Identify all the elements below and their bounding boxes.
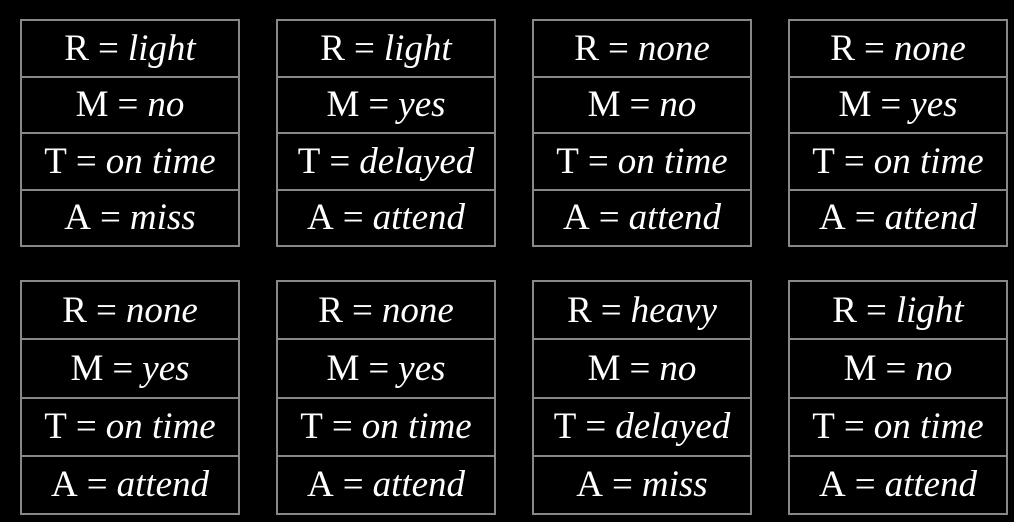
equals-sign: = [112,347,134,389]
value-label: on time [105,140,216,182]
variable-label: M [587,84,621,126]
equals-sign: = [587,140,609,182]
assignment-cell [278,78,494,135]
equals-sign: = [885,347,907,389]
variable-label: M [587,347,621,389]
variable-label: A [50,464,78,506]
assignment-cell [790,134,1006,191]
assignment-cell [790,78,1006,135]
value-label: yes [910,84,958,126]
value-label: yes [398,347,446,389]
variable-label: T [297,140,321,182]
equals-sign: = [331,406,353,448]
equals-sign: = [75,406,97,448]
variable-label: R [318,289,343,331]
variable-label: M [326,347,360,389]
variable-label: T [556,140,579,182]
equals-sign: = [607,27,629,69]
value-label: none [381,289,454,331]
assignment-cell [534,134,750,191]
equals-sign: = [843,406,865,448]
value-label: none [893,27,966,69]
equals-sign: = [865,289,887,331]
equals-sign: = [86,464,108,506]
assignment-cell [534,21,750,78]
assignment-cell [790,399,1006,457]
equals-sign: = [368,347,390,389]
variable-label: A [306,197,334,239]
assignment-cell [22,340,238,398]
value-label: no [659,84,697,126]
variable-label: T [812,140,835,182]
value-label: yes [142,347,190,389]
variable-label: R [567,289,592,331]
value-label: no [147,84,185,126]
value-label: on time [361,406,472,448]
value-label: attend [884,464,978,506]
equals-sign: = [342,197,364,239]
variable-label: A [562,197,590,239]
value-label: heavy [630,289,717,331]
assignment-cell [22,457,238,513]
equals-sign: = [117,84,139,126]
equals-sign: = [629,84,651,126]
value-label: on time [617,140,728,182]
equals-sign: = [353,27,375,69]
value-label: attend [884,197,978,239]
assignment-cell [278,191,494,246]
equals-sign: = [612,464,633,506]
value-label: attend [372,464,466,506]
variable-label: T [44,406,67,448]
value-label: yes [398,84,446,126]
equals-sign: = [97,27,119,69]
assignment-cell [278,282,494,340]
assignment-cell [790,21,1006,78]
assignment-cell [22,191,238,246]
value-label: delayed [359,140,475,182]
variable-label: T [553,406,577,448]
sample-card-1 [20,19,240,247]
variable-label: A [64,197,92,239]
sample-card-7 [532,280,752,515]
equals-sign: = [880,84,902,126]
value-label: attend [116,464,210,506]
variable-label: R [320,27,345,69]
value-label: none [125,289,198,331]
variable-label: M [326,84,360,126]
assignment-cell [22,282,238,340]
variable-label: R [62,289,87,331]
assignment-cell [534,78,750,135]
equals-sign: = [854,197,876,239]
equals-sign: = [585,406,607,448]
value-label: delayed [615,406,731,448]
value-label: no [915,347,953,389]
assignment-cell [790,282,1006,340]
sample-card-6 [276,280,496,515]
samples-grid [20,19,1008,515]
equals-sign: = [100,197,121,239]
assignment-cell [278,399,494,457]
variable-label: R [830,27,855,69]
variable-label: M [75,84,109,126]
sample-card-2 [276,19,496,247]
assignment-cell [22,78,238,135]
value-label: attend [628,197,722,239]
equals-sign: = [351,289,373,331]
assignment-cell [22,399,238,457]
equals-sign: = [843,140,865,182]
assignment-cell [790,340,1006,398]
sample-card-4 [788,19,1008,247]
value-label: miss [641,464,708,506]
variable-label: A [306,464,334,506]
equals-sign: = [75,140,97,182]
assignment-cell [534,340,750,398]
variable-label: M [838,84,872,126]
variable-label: T [812,406,835,448]
variable-label: R [574,27,599,69]
value-label: light [895,289,964,331]
assignment-cell [278,134,494,191]
equals-sign: = [368,84,390,126]
value-label: on time [105,406,216,448]
assignment-cell [278,21,494,78]
assignment-cell [278,457,494,513]
value-label: miss [129,197,196,239]
value-label: on time [873,406,984,448]
variable-label: M [70,347,104,389]
assignment-cell [790,457,1006,513]
variable-label: A [576,464,604,506]
value-label: no [659,347,697,389]
equals-sign: = [600,289,622,331]
variable-label: R [64,27,89,69]
variable-label: T [300,406,323,448]
assignment-cell [534,399,750,457]
equals-sign: = [854,464,876,506]
sample-card-8 [788,280,1008,515]
equals-sign: = [598,197,620,239]
value-label: light [383,27,452,69]
equals-sign: = [629,347,651,389]
assignment-cell [278,340,494,398]
value-label: light [127,27,196,69]
assignment-cell [534,282,750,340]
value-label: attend [372,197,466,239]
assignment-cell [22,21,238,78]
equals-sign: = [95,289,117,331]
assignment-cell [790,191,1006,246]
variable-label: M [843,347,877,389]
variable-label: R [832,289,857,331]
sample-card-3 [532,19,752,247]
equals-sign: = [863,27,885,69]
assignment-cell [22,134,238,191]
variable-label: A [818,464,846,506]
value-label: none [637,27,710,69]
assignment-cell [534,191,750,246]
variable-label: T [44,140,67,182]
value-label: on time [873,140,984,182]
equals-sign: = [329,140,351,182]
variable-label: A [818,197,846,239]
assignment-cell [534,457,750,513]
sample-card-5 [20,280,240,515]
equals-sign: = [342,464,364,506]
